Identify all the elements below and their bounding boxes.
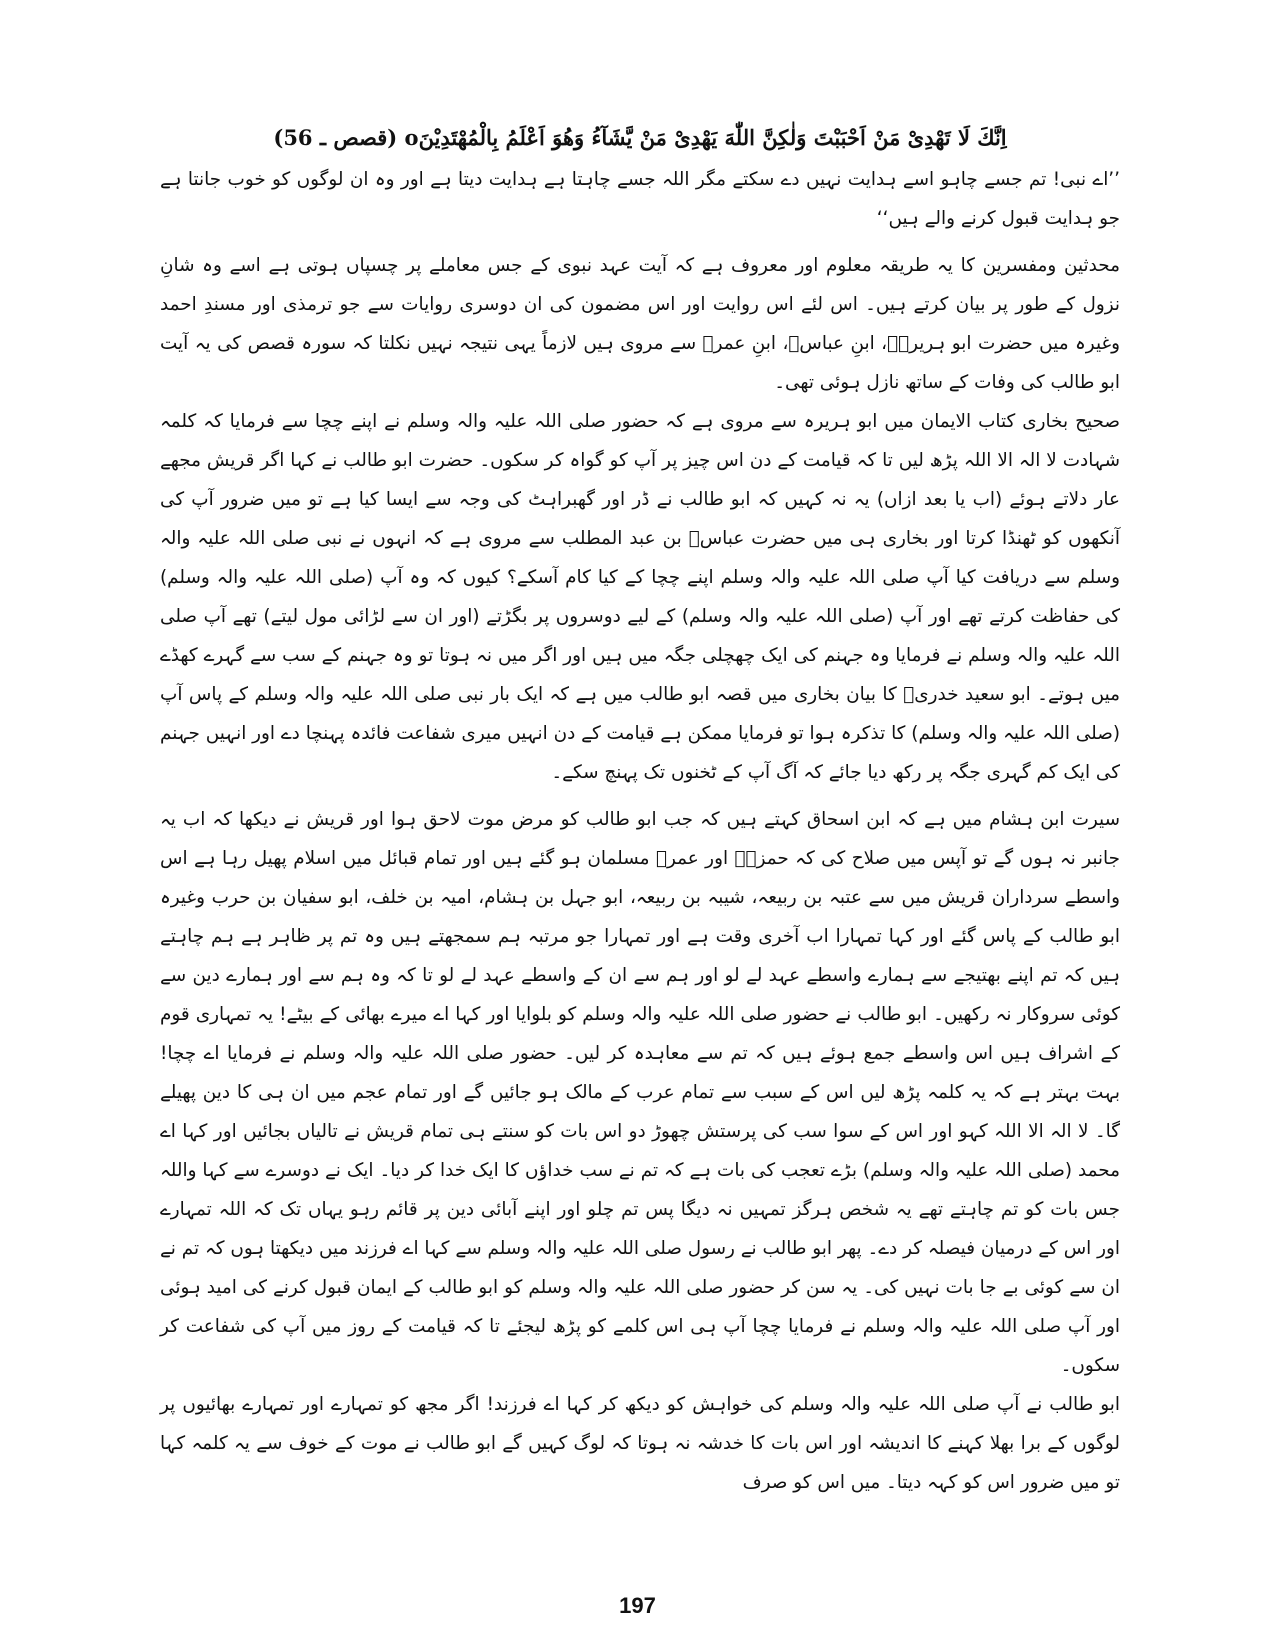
paragraph-bukhari: صحیح بخاری کتاب الایمان میں ابو ہریرہ سے مروی ہے کہ حضور صلی اللہ علیہ والہ وسلم نے اپنے چچا سے فرمایا کہ کلمہ شہادت لا الہ الا اللہ پڑھ لیں تا کہ قیامت کے دن اس چیز پر آپ کو گواہ کر سکوں۔ حضرت ابو طالب نے کہا اگر قریش مجھے عار دلاتے ہوئے (اب یا بعد ازاں) یہ نہ کہیں کہ ابو طالب نے ڈر اور گھبراہٹ کی وجہ سے ایسا کیا ہے تو میں ضرور آپ کی آنکھوں کو ٹھنڈا کرتا اور بخاری ہی میں حضرت عباسؓ بن عبد المطلب سے مروی ہے کہ انہوں نے نبی صلی اللہ علیہ والہ وسلم سے دریافت کیا آپ صلی اللہ علیہ والہ وسلم اپنے چچا کے کیا کام آسکے؟ کیوں کہ وہ آپ (صلی اللہ علیہ والہ وسلم) کی حفاظت کرتے تھے اور آپ (صلی اللہ علیہ والہ وسلم) کے لیے دوسروں پر بگڑتے (اور ان سے لڑائی مول لیتے) تھے آپ صلی اللہ علیہ والہ وسلم نے فرمایا وہ جہنم کی ایک چھچلی جگہ میں ہیں اور اگر میں نہ ہوتا تو وہ جہنم کے سب سے گہرے کھڈے میں ہوتے۔ ابو سعید خدریؓ کا بیان بخاری میں قصہ ابو طالب میں ہے کہ ایک بار نبی صلی اللہ علیہ والہ وسلم کے پاس آپ (صلی اللہ علیہ والہ وسلم) کا تذکرہ ہوا تو فرمایا ممکن ہے قیامت کے دن انہیں میری شفاعت فائدہ پہنچا دے اور انہیں جہنم کی ایک کم گہری جگہ پر رکھ دیا جائے کہ آگ آپ کے ٹخنوں تک پہنچ سکے۔: [159, 411, 1120, 783]
page-number: 197: [619, 1593, 656, 1618]
paragraph-shan-e-nuzool: محدثین ومفسرین کا یہ طریقہ معلوم اور معروف ہے کہ آیت عہد نبوی کے جس معاملے پر چسپاں ہوتی ہے اسے وہ شانِ نزول کے طور پر بیان کرتے ہیں۔ اس لئے اس روایت اور اس مضمون کی ان دوسری روایات سے جو ترمذی اور مسندِ احمد وغیرہ میں حضرت ابو ہریرہؓ، ابنِ عباسؓ، ابنِ عمرؓ سے مروی ہیں لازماً یہی نتیجہ نہیں نکلتا کہ سورہ قصص کی یہ آیت ابو طالب کی وفات کے ساتھ نازل ہوئی تھی۔: [160, 255, 1120, 393]
page-content: [160, 120, 1120, 1502]
verse-translation: ’’اے نبی! تم جسے چاہو اسے ہدایت نہیں دے سکتے مگر اللہ جسے چاہتا ہے ہدایت دیتا ہے اور وہ ان لوگوں کو خوب جانتا ہے جو ہدایت قبول کرنے والے ہیں‘‘: [160, 169, 1120, 229]
paragraph-abu-talib-reply: ابو طالب نے آپ صلی اللہ علیہ والہ وسلم کی خواہش کو دیکھ کر کہا اے فرزند! اگر مجھ کو تمہارے اور تمہارے بھائیوں پر لوگوں کے برا بھلا کہنے کا اندیشہ اور اس بات کا خدشہ نہ ہوتا کہ لوگ کہیں گے ابو طالب نے موت کے خوف سے یہ کلمہ کہا تو میں ضرور اس کو کہہ دیتا۔ میں اس کو صرف: [160, 1394, 1120, 1493]
paragraph-seerat-ibn-hisham: سیرت ابن ہشام میں ہے کہ ابن اسحاق کہتے ہیں کہ جب ابو طالب کو مرض موت لاحق ہوا اور قریش نے دیکھا کہ اب یہ جانبر نہ ہوں گے تو آپس میں صلاح کی کہ حمزہؓ اور عمرؓ مسلمان ہو گئے ہیں اور تمام قبائل میں اسلام پھیل رہا ہے اس واسطے سرداران قریش میں سے عتبہ بن ربیعہ، شیبہ بن ربیعہ، ابو جہل بن ہشام، امیہ بن خلف، ابو سفیان بن حرب وغیرہ ابو طالب کے پاس گئے اور کہا تمہارا اب آخری وقت ہے اور تمہارا جو مرتبہ ہم سمجھتے ہیں وہ تم پر ظاہر ہے ہم چاہتے ہیں کہ تم اپنے بھتیجے سے ہمارے واسطے عہد لے لو اور ہم سے ان کے واسطے عہد لے لو تا کہ وہ ہم سے اور ہمارے دین سے کوئی سروکار نہ رکھیں۔ ابو طالب نے حضور صلی اللہ علیہ والہ وسلم کو بلوایا اور کہا اے میرے بھائی کے بیٹے! یہ تمہاری قوم کے اشراف ہیں اس واسطے جمع ہوئے ہیں کہ تم سے معاہدہ کر لیں۔ حضور صلی اللہ علیہ والہ وسلم نے فرمایا اے چچا! بہت بہتر ہے کہ یہ کلمہ پڑھ لیں اس کے سبب سے تمام عرب کے مالک ہو جائیں گے اور تمام عجم میں ان ہی کا دین پھیلے گا۔ لا الہ الا اللہ کہو اور اس کے سوا سب کی پرستش چھوڑ دو اس بات کو سنتے ہی تمام قریش نے تالیاں بجائیں اور کہا اے محمد (صلی اللہ علیہ والہ وسلم) بڑے تعجب کی بات ہے کہ تم نے سب خداؤں کا ایک خدا کر دیا۔ ایک نے دوسرے سے کہا واللہ جس بات کو تم چاہتے تھے یہ شخص ہرگز تمہیں نہ دیگا پس تم چلو اور اپنے آبائی دین پر قائم رہو یہاں تک کہ اللہ تمہارے اور اس کے درمیان فیصلہ کر دے۔ پھر ابو طالب نے رسول صلی اللہ علیہ والہ وسلم سے کہا اے فرزند میں دیکھتا ہوں کہ تم نے ان سے کوئی بے جا بات نہیں کی۔ یہ سن کر حضور صلی اللہ علیہ والہ وسلم کو ابو طالب کے ایمان قبول کرنے کی امید ہوئی اور آپ صلی اللہ علیہ والہ وسلم نے فرمایا چچا آپ ہی اس کلمے کو پڑھ لیجئے تا کہ قیامت کے روز میں آپ کی شفاعت کر سکوں۔: [160, 809, 1120, 1376]
quranic-verse: اِنَّكَ لَا تَهْدِىْ مَنْ اَحْبَبْتَ وَلٰكِنَّ اللّٰهَ يَهْدِىْ مَنْ يَّشَآءُ وَهُوَ اَعْلَمُ بِالْمُهْتَدِيْنَo (قصص ـ 56): [273, 125, 1007, 150]
